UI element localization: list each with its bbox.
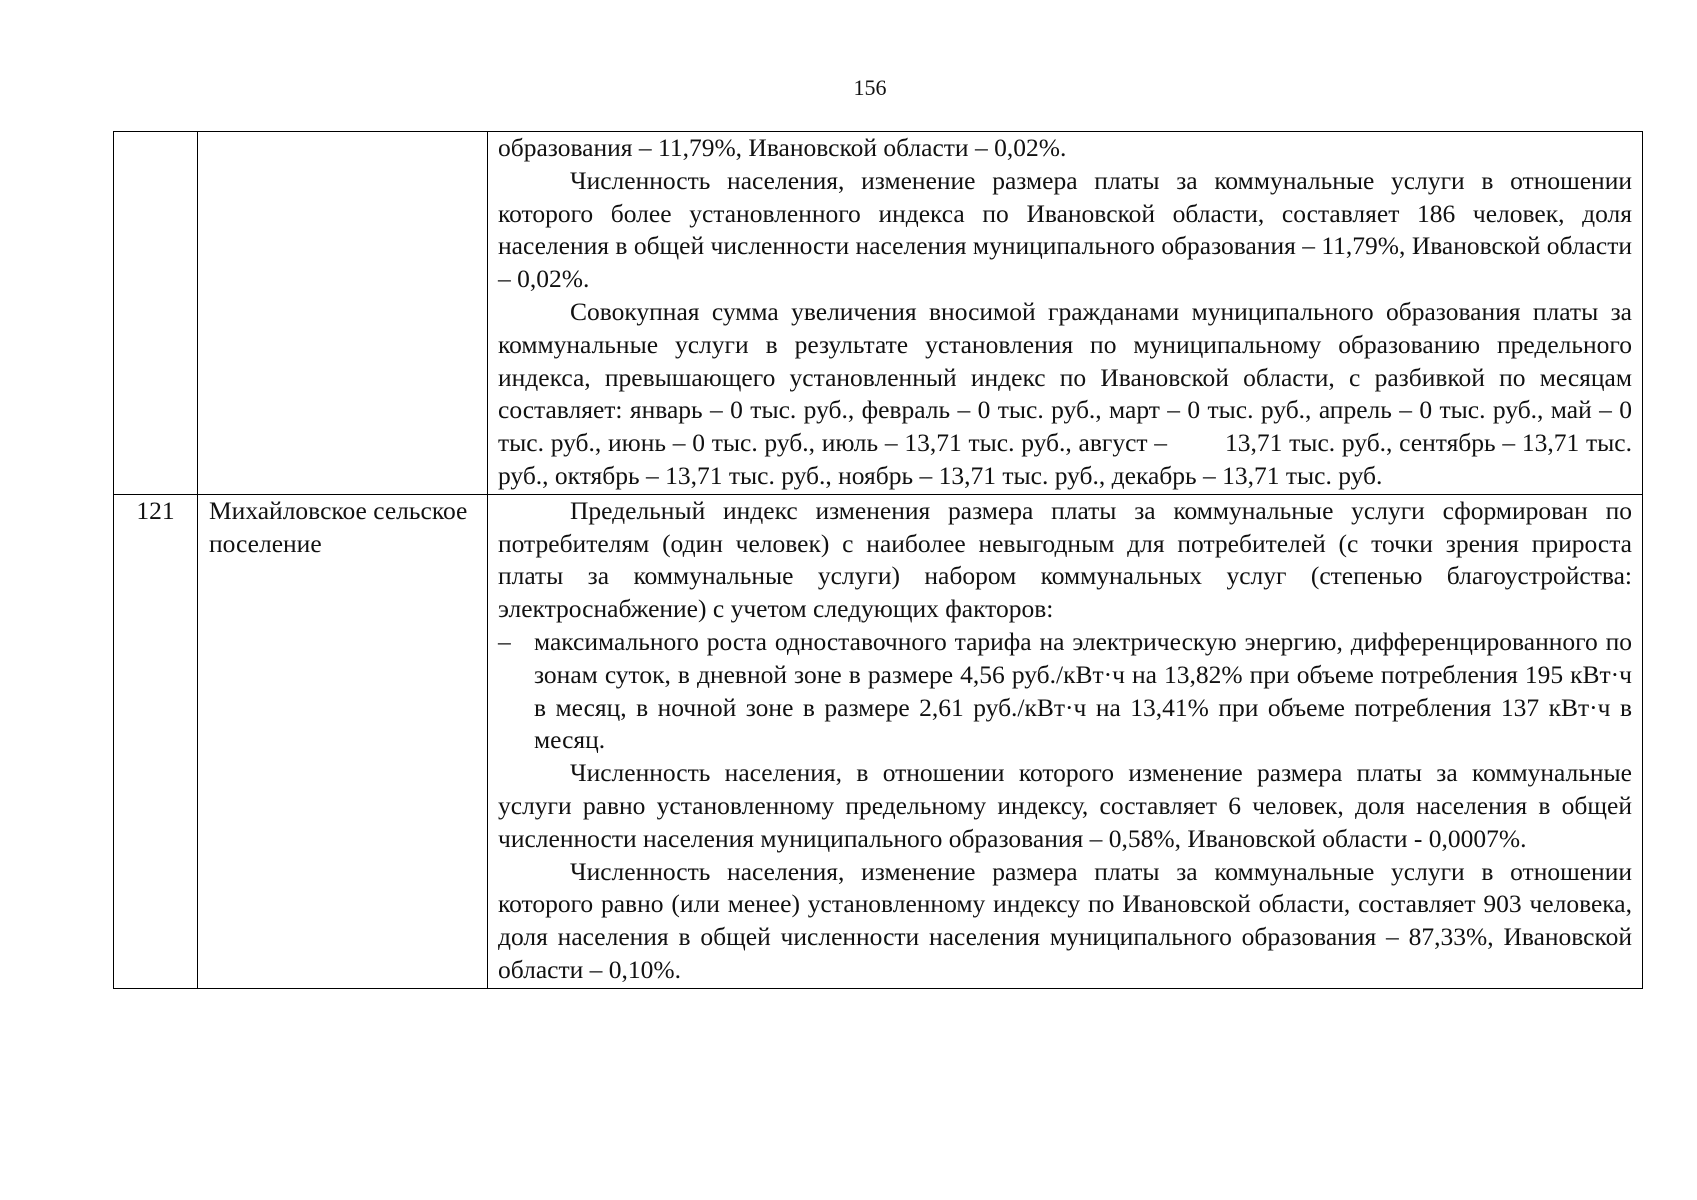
paragraph: образования – 11,79%, Ивановской области – 0,02%. (498, 133, 1067, 162)
bullet-item (498, 626, 1632, 757)
paragraph: Численность населения, в отношении которого изменение размера платы за коммунальные услуги равно установленному предельному индексу, составляет 6 человек, доля населения в общей численности населения муниципального образования – 0,58%, Ивановской области - 0,0007%. (498, 758, 1632, 853)
row-number-cell: 121 (114, 494, 198, 988)
page-number: 156 (853, 75, 887, 100)
municipality-name-cell (198, 132, 488, 495)
paragraph: Предельный индекс изменения размера платы за коммунальные услуги сформирован по потребителям (один человек) с наиболее невыгодным для потребителей (с точки зрения прироста платы за коммунальные услуги) набором коммунальных услуг (степенью благоустройства: электроснабжение) с учетом следующих факторов: (498, 495, 1632, 624)
document-table (113, 131, 1643, 989)
paragraph: Численность населения, изменение размера платы за коммунальные услуги в отношении которого равно (или менее) установленному индексу по Ивановской области, составляет 903 человека, доля населения в общей численности населения муниципального образования – 87,33%, Ивановской области – 0,10%. (498, 856, 1632, 984)
description-cell (488, 494, 1643, 988)
table-row (114, 132, 1643, 495)
paragraph-text-part: 13,71 тыс. руб., сентябрь – 13,71 тыс. руб., октябрь – 13,71 тыс. руб., ноябрь – 13,71 тыс. руб., декабрь – 13,71 тыс. руб. (498, 428, 1632, 490)
description-cell (488, 132, 1643, 495)
municipality-name-cell: Михайловское сельское поселение (198, 494, 488, 988)
table-row (114, 494, 1643, 988)
row-number-cell (114, 132, 198, 495)
paragraph-text-part: Совокупная сумма увеличения вносимой гражданами муниципального образования платы за коммунальные услуги в результате установления по муниципальному образованию предельного индекса, превышающего установленный индекс по Ивановской области, с разбивкой по месяцам составляет: январь – 0 тыс. руб., февраль – 0 тыс. руб., март – 0 тыс. руб., апрель – 0 тыс. руб., май – 0 тыс. руб., июнь – 0 тыс. руб., июль – 13,71 тыс. руб., август – (498, 296, 1632, 458)
bullet-dash: – (498, 626, 511, 656)
paragraph-monthly-sums (498, 296, 1632, 493)
paragraph: Численность населения, изменение размера платы за коммунальные услуги в отношении которого более установленного индекса по Ивановской области, составляет 186 человек, доля населения в общей численности населения муниципального образования – 11,79%, Ивановской области – 0,02%. (498, 165, 1632, 294)
bullet-text: максимального роста одноставочного тарифа на электрическую энергию, дифференцированного по зонам суток, в дневной зоне в размере 4,56 руб./кВт·ч на 13,82% при объеме потребления 195 кВт·ч в месяц, в ночной зоне в размере 2,61 руб./кВт·ч на 13,41% при объеме потребления 137 кВт·ч в месяц. (534, 626, 1632, 755)
